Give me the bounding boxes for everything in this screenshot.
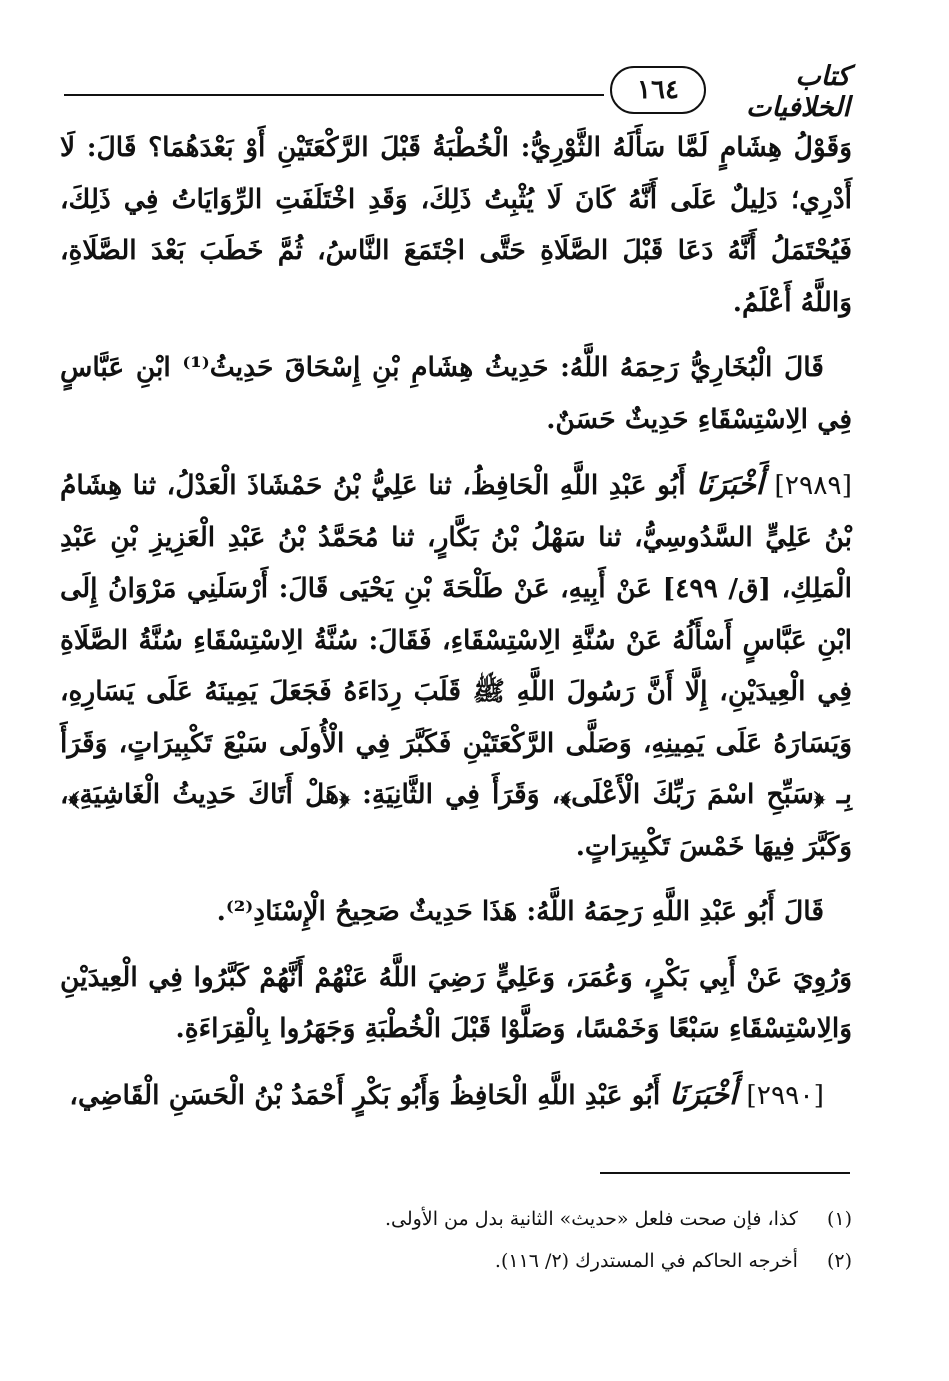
footnote-text: أخرجه الحاكم في المستدرك (٢/ ١١٦). bbox=[494, 1250, 798, 1272]
footnote-number: (١) bbox=[826, 1208, 852, 1230]
paragraph-3-text: أَبُو عَبْدِ اللَّهِ الْحَافِظُ، ثنا عَلِيُّ بْنُ حَمْشَاذَ الْعَدْلُ، ثنا هِشَامُ بْنُ عَلِيٍّ السَّدُوسِيُّ، ثنا سَهْلُ بْنُ بَكَّارٍ، ثنا مُحَمَّدُ بْنُ عَبْدِ الْعَزِيزِ بْنِ عَبْدِ الْمَلِكِ، [ق/ ٤٩٩] عَنْ أَبِيهِ، عَنْ طَلْحَةَ بْنِ يَحْيَى قَالَ: أَرْسَلَنِي مَرْوَانُ إِلَى ابْنِ عَبَّاسٍ أَسْأَلُهُ عَنْ سُنَّةِ الِاسْتِسْقَاءِ، فَقَالَ: سُنَّةُ الِاسْتِسْقَاءِ سُنَّةُ الصَّلَاةِ فِي الْعِيدَيْنِ، إِلَّا أَنَّ رَسُولَ اللَّهِ ﷺ قَلَبَ رِدَاءَهُ فَجَعَلَ يَمِينَهُ عَلَى يَسَارِهِ، وَيَسَارَهُ عَلَى يَمِينِهِ، وَصَلَّى الرَّكْعَتَيْنِ فَكَبَّرَ فِي الْأُولَى سَبْعَ تَكْبِيرَاتٍ، وَقَرَأَ بِـ ﴿سَبِّحِ اسْمَ رَبِّكَ الْأَعْلَى﴾، وَقَرَأَ فِي الثَّانِيَةِ: ﴿هَلْ أَتَاكَ حَدِيثُ الْغَاشِيَةِ﴾، وَكَبَّرَ فِيهَا خَمْسَ تَكْبِيرَاتٍ. bbox=[60, 470, 852, 862]
hadith-number: [٢٩٩٠] bbox=[746, 1079, 824, 1111]
main-text bbox=[60, 122, 852, 1135]
paragraph-6-text: أَبُو عَبْدِ اللَّهِ الْحَافِظُ وَأَبُو بَكْرٍ أَحْمَدُ بْنُ الْحَسَنِ الْقَاضِي، bbox=[69, 1079, 661, 1111]
page-number: ١٦٤ bbox=[610, 66, 706, 114]
running-title: كتاب الخلافيات bbox=[746, 61, 850, 123]
paragraph-6 bbox=[60, 1069, 852, 1122]
paragraph-1: وَقَوْلُ هِشَامٍ لَمَّا سَأَلَهُ الثَّوْرِيُّ: الْخُطْبَةُ قَبْلَ الرَّكْعَتَيْنِ أَوْ بَعْدَهُمَا؟ قَالَ: لَا أَدْرِي؛ دَلِيلٌ عَلَى أَنَّهُ كَانَ لَا يُثْبِتُ ذَلِكَ، وَقَدِ اخْتَلَفَتِ الرِّوَايَاتُ فِي ذَلِكَ، فَيُحْتَمَلُ أَنَّهُ دَعَا قَبْلَ الصَّلَاةِ حَتَّى اجْتَمَعَ النَّاسُ، ثُمَّ خَطَبَ بَعْدَ الصَّلَاةِ، وَاللَّهُ أَعْلَمُ. bbox=[60, 132, 852, 318]
footnote-rule bbox=[600, 1172, 850, 1174]
footnotes bbox=[60, 1198, 852, 1282]
paragraph-5: وَرُوِيَ عَنْ أَبِي بَكْرٍ، وَعُمَرَ، وَعَلِيٍّ رَضِيَ اللَّهُ عَنْهُمْ أَنَّهُمْ كَبَّرُوا فِي الْعِيدَيْنِ وَالِاسْتِسْقَاءِ سَبْعًا وَخَمْسًا، وَصَلَّوْا قَبْلَ الْخُطْبَةِ وَجَهَرُوا بِالْقِرَاءَةِ. bbox=[60, 961, 852, 1044]
footnote-text: كذا، فإن صحت فلعل «حديث» الثانية بدل من الأولى. bbox=[385, 1208, 798, 1230]
hadith-number: [٢٩٨٩] bbox=[774, 470, 853, 501]
header-rule bbox=[64, 94, 604, 96]
footnote-number: (٢) bbox=[826, 1250, 852, 1272]
page-header bbox=[60, 61, 850, 123]
akhbarana-word: أَخْبَرَنَا bbox=[696, 467, 764, 501]
paragraph-3 bbox=[60, 459, 852, 872]
paragraph-4: قَالَ أَبُو عَبْدِ اللَّهِ رَحِمَهُ اللَّهُ: هَذَا حَدِيثٌ صَحِيحُ الْإِسْنَادِ⁽²⁾. bbox=[216, 896, 824, 927]
footnote-2 bbox=[60, 1240, 852, 1282]
footnote-1 bbox=[60, 1198, 852, 1240]
akhbarana-word: أَخْبَرَنَا bbox=[669, 1076, 738, 1111]
paragraph-2: قَالَ الْبُخَارِيُّ رَحِمَهُ اللَّهُ: حَدِيثُ هِشَامِ بْنِ إِسْحَاقَ حَدِيثُ⁽¹⁾ ابْنِ عَبَّاسٍ فِي الِاسْتِسْقَاءِ حَدِيثٌ حَسَنٌ. bbox=[60, 352, 852, 435]
